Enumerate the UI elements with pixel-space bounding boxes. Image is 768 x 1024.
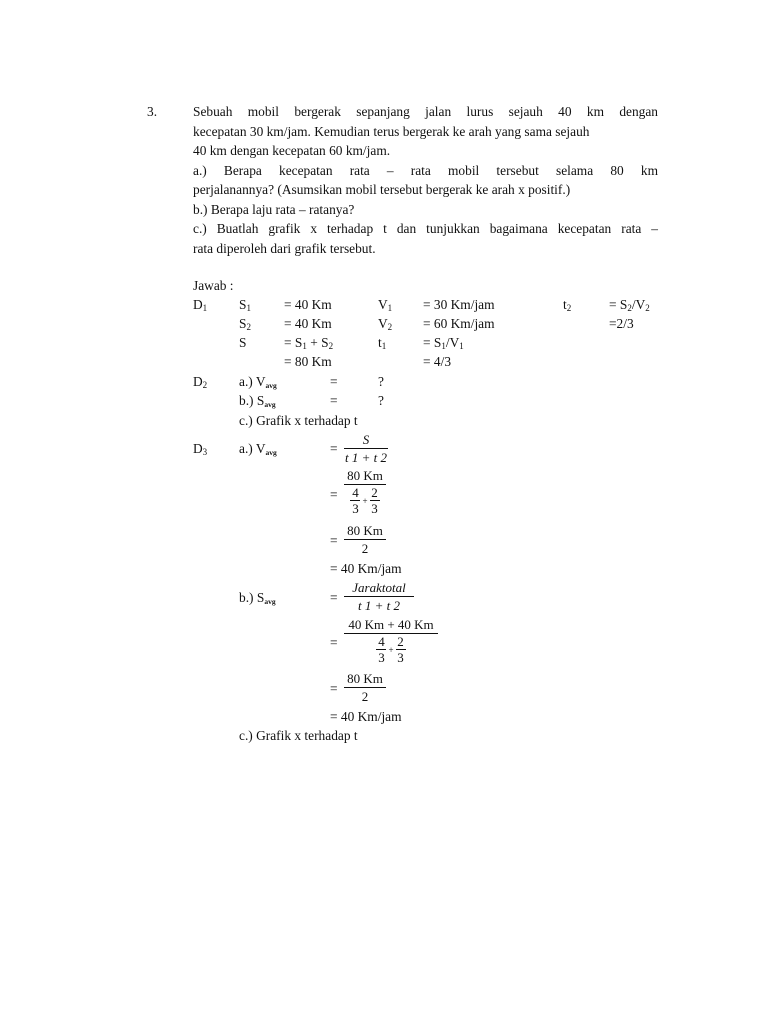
denominator: $\frac{4}{3}$ + $\frac{2}{3}$: [352, 485, 378, 516]
d2-b-value: ?: [378, 393, 384, 408]
numerator: 80 Km: [347, 671, 383, 686]
question-a-line: perjalanannya? (Asumsikan mobil tersebut bergerak ke arah x positif.): [193, 182, 571, 197]
equals-sign: =: [330, 441, 338, 456]
v2-value: = 60 Km/jam: [423, 316, 495, 331]
nested-fraction: $\frac{2}{3}$: [397, 634, 404, 665]
nested-fraction: $\frac{2}{3}$: [371, 485, 378, 516]
s-value: = $S_1 + S_2$: [284, 335, 334, 351]
statement-line: kecepatan 30 km/jam. Kemudian terus bergerak ke arah yang sama sejauh: [193, 123, 590, 139]
numerator: 80 Km: [347, 523, 383, 538]
d2-a-value: ?: [378, 374, 384, 389]
t2-result: =2/3: [609, 316, 634, 331]
s-var: S: [239, 335, 247, 350]
question-a-line: a.) Berapa kecepatan rata – rata mobil tersebut selama 80 km: [193, 162, 658, 178]
t2-value: = $S_2/V_2$: [609, 297, 650, 313]
problem-number: 3.: [147, 104, 158, 119]
question-b: b.) Berapa laju rata – ratanya?: [193, 201, 355, 217]
t1-var: $t_1$: [378, 335, 387, 351]
equals-sign: =: [330, 533, 338, 548]
numerator: Jaraktotal: [352, 580, 406, 595]
d2-label: $D_2$: [193, 374, 208, 390]
d3-a-label: a.) Vavg: [239, 441, 277, 457]
d2-b-eq: =: [330, 393, 338, 408]
statement-line: 40 km dengan kecepatan 60 km/jam.: [193, 143, 391, 158]
denominator: $\frac{4}{3}$ + $\frac{2}{3}$: [378, 634, 404, 665]
denominator: 2: [361, 541, 369, 556]
numerator: 80 Km: [347, 468, 383, 483]
s-result: = 80 Km: [284, 354, 332, 369]
equals-sign: =: [330, 590, 338, 605]
d3-b-label: b.) Savg: [239, 590, 276, 606]
equals-sign: =: [330, 681, 338, 696]
d1-label: $D_1$: [193, 297, 208, 313]
numerator: 40 Km + 40 Km: [348, 617, 434, 632]
result-velocity: = 40 Km/jam: [330, 561, 402, 576]
problem-statement: [193, 102, 658, 258]
d2-a-label: a.) Vavg: [239, 374, 277, 390]
s1-value: = 40 Km: [284, 297, 332, 312]
t1-value: = $S_1/V_1$: [423, 335, 464, 351]
d2-c-label: c.) Grafik x terhadap t: [239, 413, 358, 428]
denominator: 2: [361, 689, 369, 704]
equals-sign: =: [330, 635, 338, 650]
result-speed: = 40 Km/jam: [330, 709, 402, 724]
equals-sign: =: [330, 487, 338, 502]
fraction-distance-over-time: [344, 579, 414, 614]
s2-value: = 40 Km: [284, 316, 332, 331]
v2-var: $V_2$: [378, 316, 393, 332]
nested-fraction: $\frac{4}{3}$: [378, 634, 385, 665]
numerator: S: [362, 432, 370, 447]
s2-var: $S_2$: [239, 316, 251, 332]
v1-value: = 30 Km/jam: [423, 297, 495, 312]
denominator: t 1 + t 2: [358, 598, 400, 613]
question-c-line: rata diperoleh dari grafik tersebut.: [193, 240, 376, 256]
fraction-80km-over-2: [344, 670, 386, 705]
v1-var: $V_1$: [378, 297, 393, 313]
answer-heading: Jawab :: [193, 278, 234, 293]
s1-var: $S_1$: [239, 297, 251, 313]
question-c-line: c.) Buatlah grafik x terhadap t dan tunjukkan bagaimana kecepatan rata –: [193, 221, 658, 236]
d2-a-eq: =: [330, 374, 338, 389]
fraction-80km-over-sum: [344, 467, 386, 516]
fraction-80km-sum-over-sum: [344, 616, 438, 665]
d2-b-label: b.) Savg: [239, 393, 276, 409]
statement-line: Sebuah mobil bergerak sepanjang jalan lurus sejauh 40 km dengan: [193, 104, 658, 119]
fraction-80km-over-2: [344, 522, 386, 557]
d3-label: $D_3$: [193, 441, 208, 457]
d3-c-label: c.) Grafik x terhadap t: [239, 728, 358, 743]
t2-var: $t_2$: [563, 297, 572, 313]
fraction-s-over-t: [344, 431, 388, 466]
nested-fraction: $\frac{4}{3}$: [352, 485, 359, 516]
t1-result: = 4/3: [423, 354, 452, 369]
denominator: t 1 + t 2: [345, 450, 387, 465]
